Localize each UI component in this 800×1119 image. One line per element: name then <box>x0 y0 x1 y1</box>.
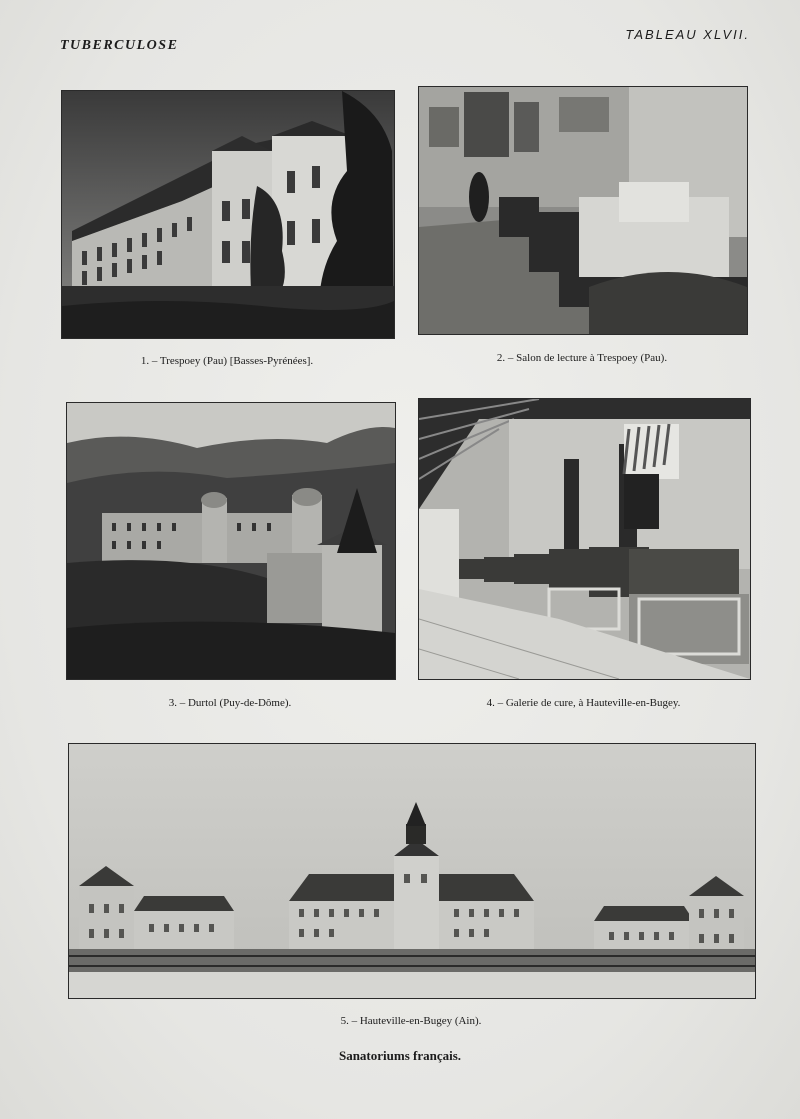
photo-durtol <box>66 402 396 680</box>
running-head-left: TUBERCULOSE <box>60 38 179 53</box>
caption-4: 4. – Galerie de cure, à Hauteville-en-Bugey. <box>486 697 681 709</box>
caption-2: 2. – Salon de lecture à Trespoey (Pau). <box>496 352 668 364</box>
plate-title: Sanatoriums français. <box>338 1048 462 1063</box>
photo-galerie-de-cure <box>418 398 751 680</box>
running-head-right: TABLEAU XLVII. <box>625 27 750 42</box>
photo-hauteville-panorama <box>68 743 756 999</box>
photo-salon-de-lecture <box>418 86 748 335</box>
caption-1: 1. – Trespoey (Pau) [Basses-Pyrénées]. <box>140 355 314 367</box>
photo-trespoey <box>61 90 395 339</box>
caption-5: 5. – Hauteville-en-Bugey (Ain). <box>340 1015 482 1027</box>
caption-3: 3. – Durtol (Puy-de-Dôme). <box>168 697 292 709</box>
